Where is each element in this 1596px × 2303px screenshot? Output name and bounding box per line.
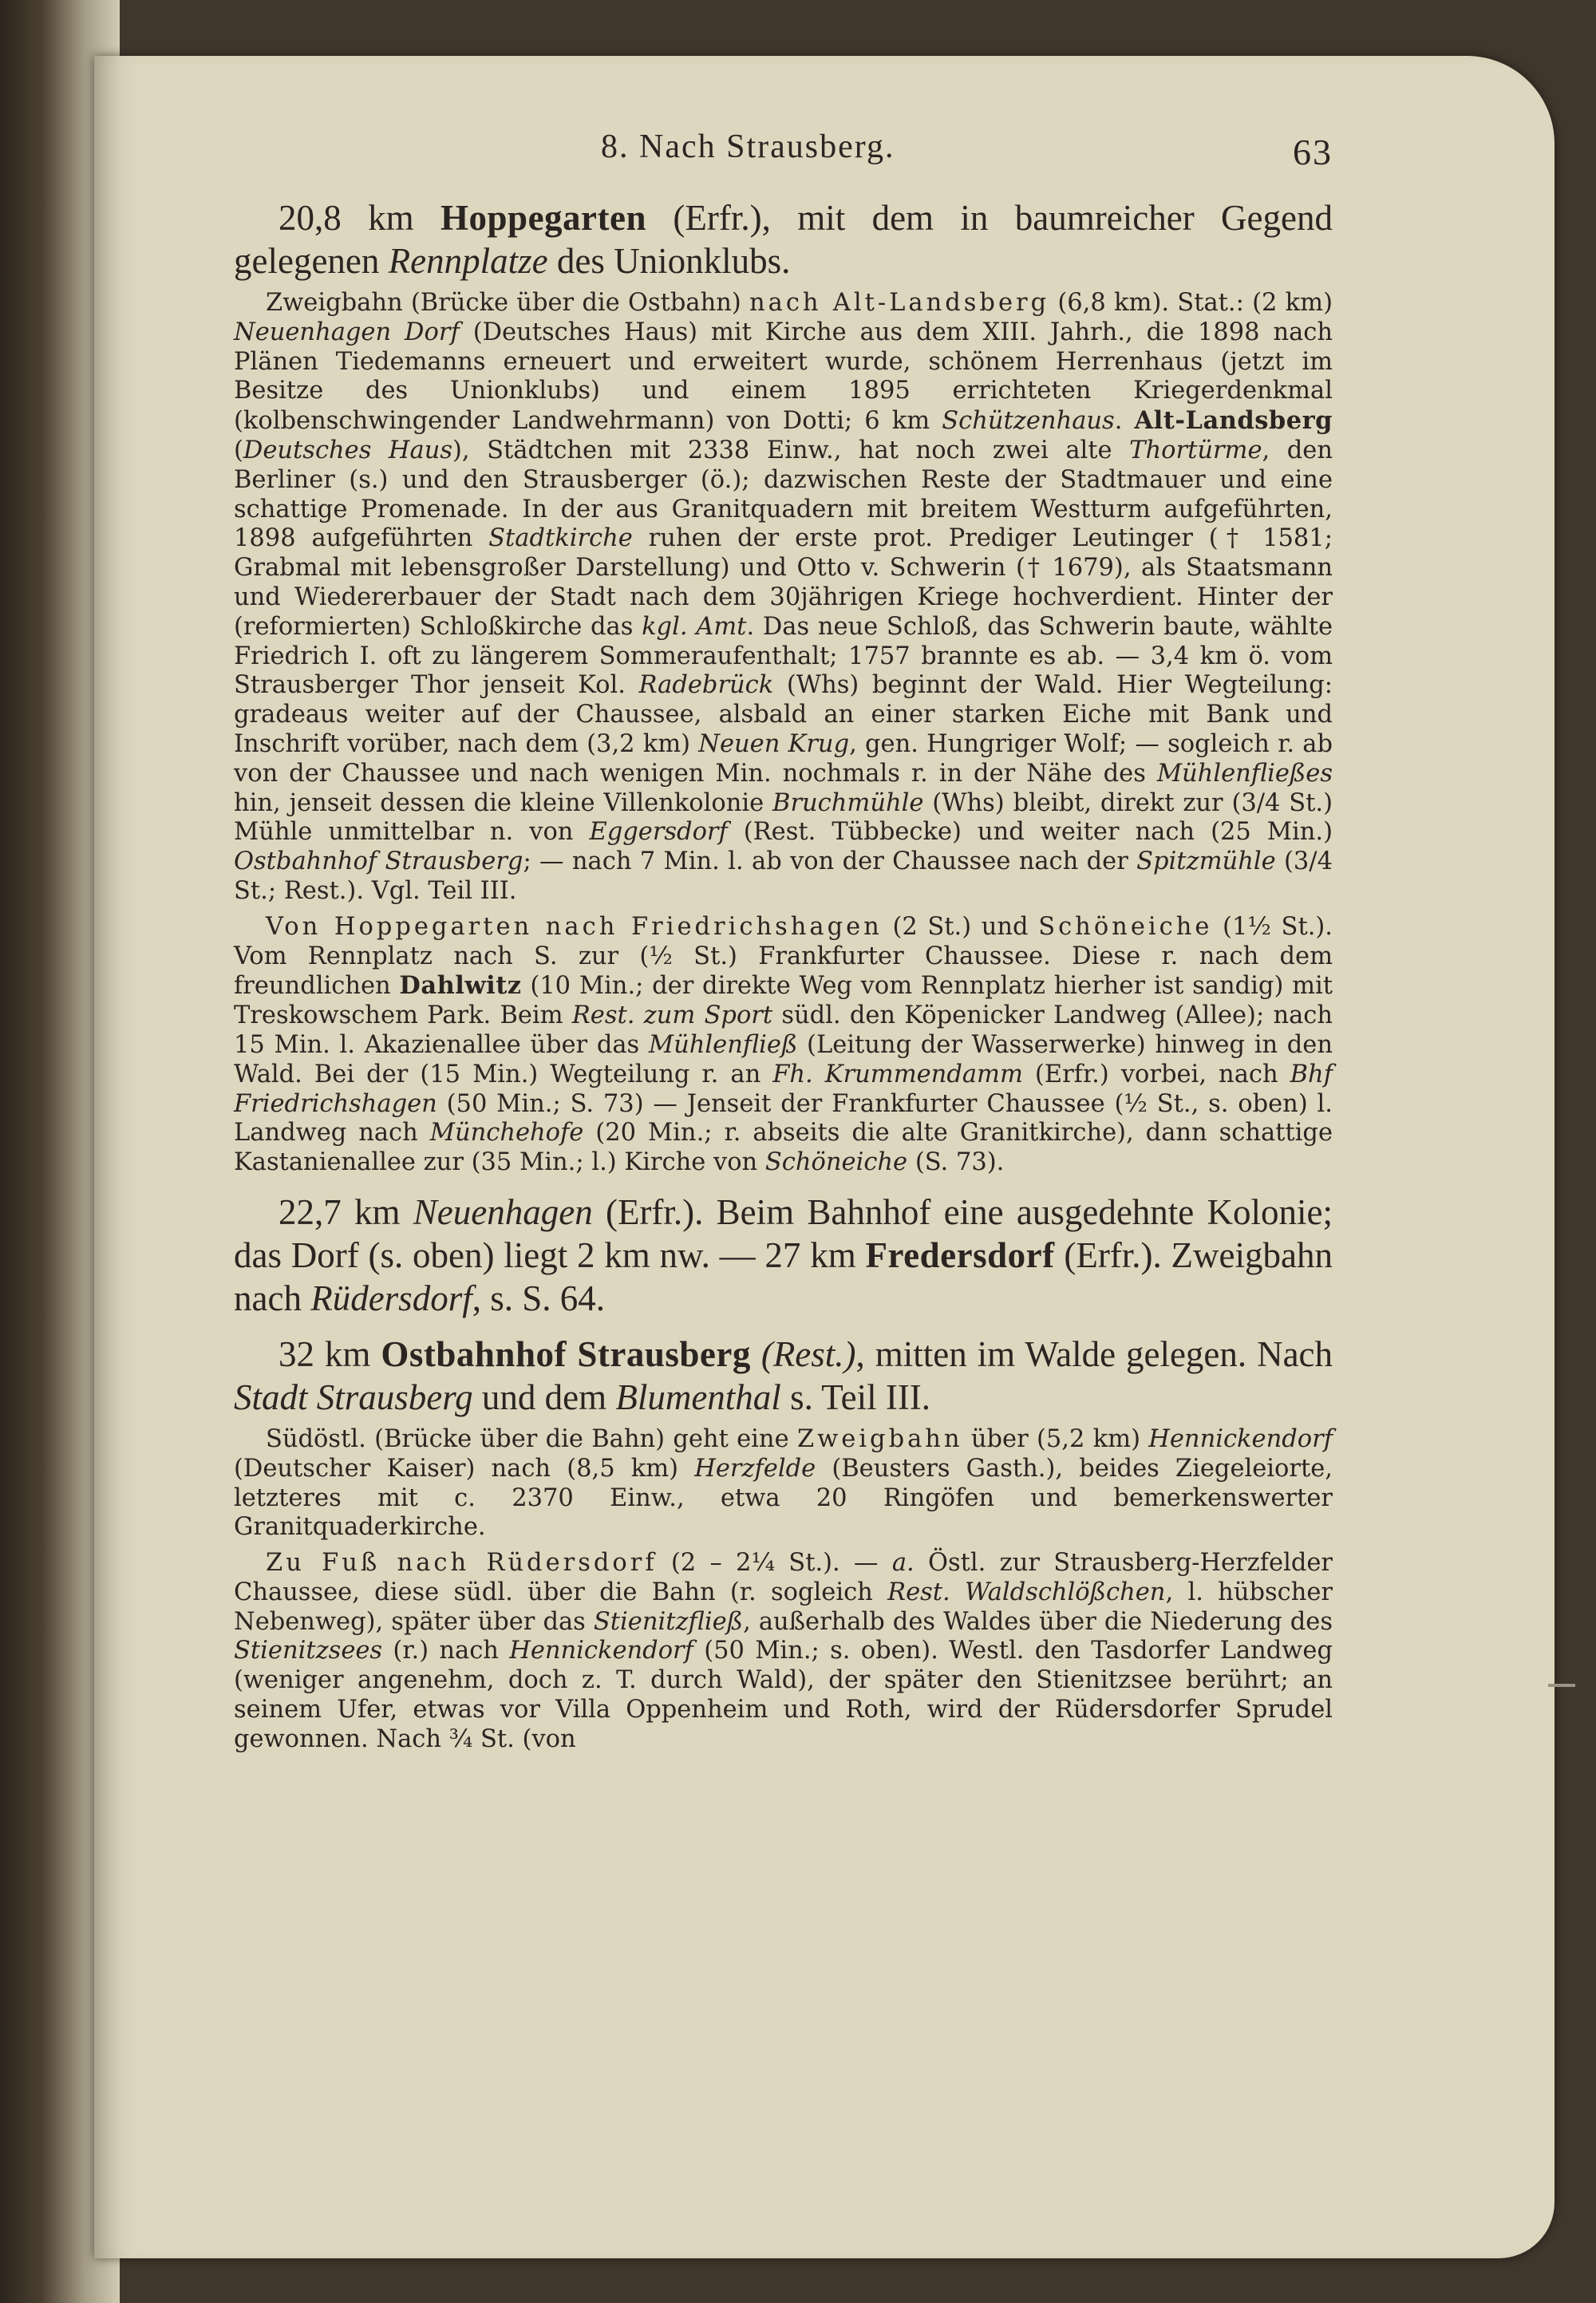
paragraph-alt-landsberg: Zweigbahn (Brücke über die Ostbahn) nach Alt-Landsberg (6,8 km). Stat.: (2 km) Neuenhagen Dorf (Deutsches Haus) mit Kirche aus dem XIII. Jahrh., die 1898 nach Plänen Tiedemanns erneuert und erweitert wurde, schönem Herrenhaus (jetzt im Besitze des Unionklubs) und einem 1895 errichteten Kriegerdenkmal (kolbenschwingender Landwehrmann) von Dotti; 6 km Schützenhaus. Alt-Landsberg (Deutsches Haus), Städtchen mit 2338 Einw., hat noch zwei alte Thortürme, den Berliner (s.) und den Strausberger (ö.); dazwischen Reste der Stadtmauer und eine schattige Promenade. In der aus Granitquadern mit breitem Westturm aufgeführten, 1898 aufgeführten Stadtkirche ruhen der erste prot. Prediger Leutinger († 1581; Grabmal mit lebensgroßer Darstellung) und Otto v. Schwerin († 1679), als Staatsmann und Wiedererbauer der Stadt nach dem 30jährigen Kriege hochverdient. Hinter der (reformierten) Schloßkirche das kgl. Amt. Das neue Schloß, das Schwerin baute, wählte Friedrich I. oft zu längerem Sommeraufenthalt; 1757 brannte es ab. — 3,4 km ö. vom Strausberger Thor jenseit Kol. Radebrück (Whs) beginnt der Wald. Hier Wegteilung: gradeaus weiter auf der Chaussee, alsbald an einer starken Eiche mit Bank und Inschrift vorüber, nach dem (3,2 km) Neuen Krug, gen. Hungriger Wolf; — sogleich r. ab von der Chaussee und nach wenigen Min. nochmals r. in der Nähe des Mühlenfließes hin, jenseit dessen die kleine Villenkolonie Bruchmühle (Whs) bleibt, direkt zur (3/4 St.) Mühle unmittelbar n. von Eggersdorf (Rest. Tübbecke) und weiter nach (25 Min.) Ostbahnhof Strausberg; — nach 7 Min. l. ab von der Chaussee nach der Spitzmühle (3/4 St.; Rest.). Vgl. Teil III. xyxy=(234,289,1333,905)
paragraph-ostbahnhof-strausberg: 32 km Ostbahnhof Strausberg (Rest.), mitten im Walde gelegen. Nach Stadt Strausberg und dem Blumenthal s. Teil III. xyxy=(234,1333,1333,1417)
chapter-title: 8. Nach Strausberg. xyxy=(601,128,895,165)
margin-mark xyxy=(1548,1684,1575,1687)
page-number: 63 xyxy=(1293,132,1333,172)
paragraph-zu-fuss-ruedersdorf: Zu Fuß nach Rüdersdorf (2 – 2¼ St.). — a. Östl. zur Strausberg-Herzfelder Chaussee, diese südl. über die Bahn (r. sogleich Rest. Waldschlößchen, l. hübscher Nebenweg), später über das Stienitzfließ, außerhalb des Waldes über die Niederung des Stienitzsees (r.) nach Hennickendorf (50 Min.; s. oben). Westl. den Tasdorfer Landweg (weniger angenehm, doch z. T. durch Wald), der später den Stienitzsee berührt; an seinem Ufer, etwas vor Villa Oppenheim und Roth, wird der Rüdersdorfer Sprudel gewonnen. Nach ¾ St. (von xyxy=(234,1549,1333,1753)
page-content xyxy=(234,128,1333,1755)
paragraph-zweigbahn-herzfelde: Südöstl. (Brücke über die Bahn) geht eine Zweigbahn über (5,2 km) Hennickendorf (Deutscher Kaiser) nach (8,5 km) Herzfelde (Beusters Gasth.), beides Ziegeleiorte, letzteres mit c. 2370 Einw., etwa 20 Ringöfen und bemerkenswerter Granitquaderkirche. xyxy=(234,1424,1333,1542)
paragraph-hoppegarten: 20,8 km Hoppegarten (Erfr.), mit dem in baumreicher Gegend gelegenen Rennplatze des Unionklubs. xyxy=(234,198,1333,281)
paragraph-friedrichshagen: Von Hoppegarten nach Friedrichshagen (2 St.) und Schöneiche (1½ St.). Vom Rennplatz nach S. zur (½ St.) Frankfurter Chaussee. Diese r. nach dem freundlichen Dahlwitz (10 Min.; der direkte Weg vom Rennplatz hierher ist sandig) mit Treskowschem Park. Beim Rest. zum Sport südl. den Köpenicker Landweg (Allee); nach 15 Min. l. Akazienallee über das Mühlenfließ (Leitung der Wasserwerke) hinweg in den Wald. Bei der (15 Min.) Wegteilung r. an Fh. Krummendamm (Erfr.) vorbei, nach Bhf Friedrichshagen (50 Min.; S. 73) — Jenseit der Frankfurter Chaussee (½ St., s. oben) l. Landweg nach Münchehofe (20 Min.; r. abseits die alte Granitkirche), dann schattige Kastanienallee zur (35 Min.; l.) Kirche von Schöneiche (S. 73). xyxy=(234,912,1333,1177)
paragraph-neuenhagen: 22,7 km Neuenhagen (Erfr.). Beim Bahnhof eine ausgedehnte Kolonie; das Dorf (s. oben) liegt 2 km nw. — 27 km Fredersdorf (Erfr.). Zweigbahn nach Rüdersdorf, s. S. 64. xyxy=(234,1191,1333,1318)
running-header xyxy=(234,128,1333,184)
